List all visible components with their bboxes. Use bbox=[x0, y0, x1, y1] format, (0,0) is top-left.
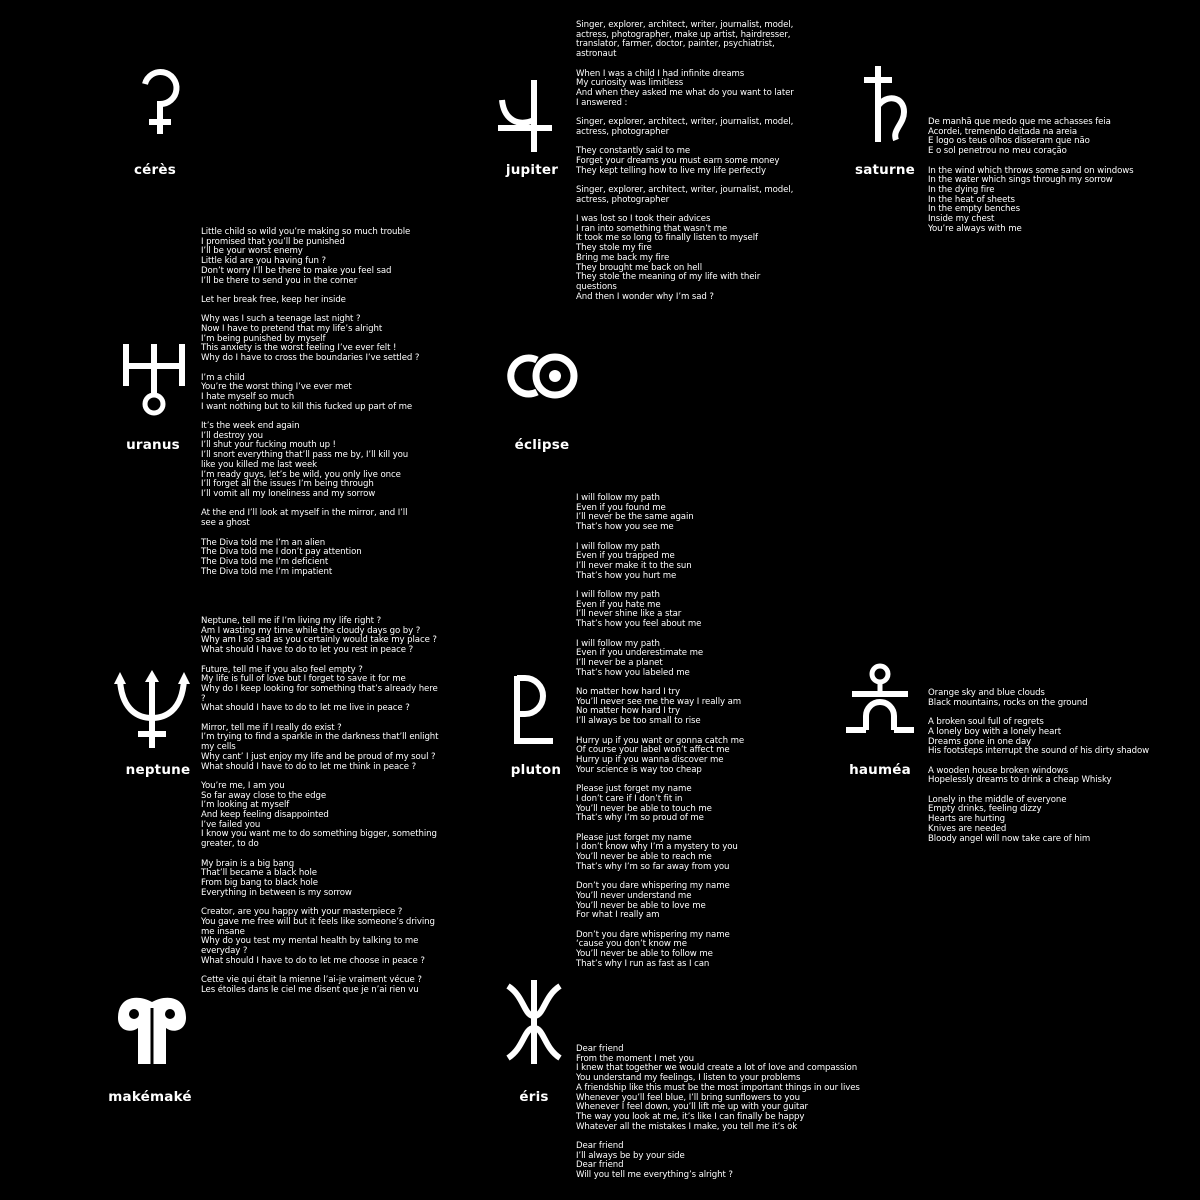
eris-symbol-icon bbox=[490, 978, 580, 1068]
uranus-lyrics: Little child so wild you’re making so much trouble I promised that you’ll be punished I’ll be your worst enemy Little kid are you having fun ? Don’t worry I’ll be there to make you feel sad I’ll be there to send you in the corner Let her break free, keep her inside Why was I such a teenage last night ? Now I have to pretend that my life’s alright I’m being punished by myself This anxiety is the worst feeling I’ve ever felt ! Why do I have to cross the boundaries I’ve settled ? I’m a child You’re the worst thing I’ve ever met I hate myself so much I want nothing but to kill this fucked up part of me It’s the week end again I’ll destroy you I’ll shut your fucking mouth up ! I’ll snort everything that’ll pass me by, I’ll kill you like you killed me last week I’m ready guys, let’s be wild, you only live once I’ll forget all the issues I’m being through I’ll vomit all my loneliness and my sorrow At the end I’ll look at myself in the mirror, and I’ll see a ghost The Diva told me I’m an alien The Diva told me I don’t pay attention The Diva told me I’m deficient The Diva told me I’m impatient bbox=[201, 227, 420, 577]
uranus-symbol-icon bbox=[112, 338, 202, 428]
ceres-label: cérès bbox=[133, 162, 176, 178]
ceres-symbol-icon bbox=[115, 60, 205, 150]
saturne-label: saturne bbox=[854, 162, 916, 178]
neptune-lyrics: Neptune, tell me if I’m living my life right ? Am I wasting my time while the cloudy days go by ? Why am I so sad as you certainly would take my place ? What should I have to do to let you rest in peace ? Future, tell me if you also feel empty ? My life is full of love but I forget to save it for me Why do I keep looking for something that’s already here ? What should I have to do to let me live in peace ? Mirror, tell me if I really do exist ? I’m trying to find a sparkle in the darkness that’ll enlight my cells Why cant’ I just enjoy my life and be proud of my soul ? What should I have to do to let me think in peace ? You’re me, I am you So far away close to the edge I’m looking at myself And keep feeling disappointed I’ve failed you I know you want me to do something bigger, something greater, to do My brain is a big bang That’ll became a black hole From big bang to black hole Everything in between is my sorrow Creator, are you happy with your masterpiece ? You gave me free will but it feels like someone’s driving me insane Why do you test my mental health by talking to me everyday ? What should I have to do to let me choose in peace ? Cette vie qui était la mienne l’ai-je vraiment vécue ? Les étoiles dans le ciel me disent que je n’ai rien vu bbox=[201, 616, 439, 995]
neptune-label: neptune bbox=[125, 762, 191, 778]
haumea-lyrics: Orange sky and blue clouds Black mountains, rocks on the ground A broken soul full of regrets A lonely boy with a lonely heart Dreams gone in one day His footsteps interrupt the sound of his dirty shadow A wooden house broken windows Hopelessly dreams to drink a cheap Whisky Lonely in the middle of everyone Empty drinks, feeling dizzy Hearts are hurting Knives are needed Bloody angel will now take care of him bbox=[928, 688, 1150, 844]
saturne-lyrics: De manhã que medo que me achasses feia Acordei, tremendo deitada na areia E logo os teus olhos disseram que não E o sol penetrou no meu coração In the wind which throws some sand on windows In the water which sings through my sorrow In the dying fire In the heat of sheets In the empty benches Inside my chest You’re always with me bbox=[928, 117, 1134, 234]
jupiter-symbol-icon bbox=[490, 72, 580, 162]
makemake-label: makémaké bbox=[108, 1089, 192, 1105]
haumea-label: hauméa bbox=[849, 762, 911, 778]
jupiter-lyrics: Singer, explorer, architect, writer, journalist, model, actress, photographer, make up artist, hairdresser, translator, farmer, doctor, painter, psychiatrist, astronaut When I was a child I had infinite dreams My curiosity was limitless And when they asked me what do you want to later I answered : Singer, explorer, architect, writer, journalist, model, actress, photographer They constantly said to me Forget your dreams you must earn some money They kept telling how to live my life perfectly Singer, explorer, architect, writer, journalist, model, actress, photographer I was lost so I took their advices I ran into something that wasn’t me It took me so long to finally listen to myself They stole my fire Bring me back my fire They brought me back on hell They stole the meaning of my life with their questions And then I wonder why I’m sad ? bbox=[576, 20, 794, 302]
pluton-label: pluton bbox=[510, 762, 562, 778]
jupiter-label: jupiter bbox=[505, 162, 559, 178]
makemake-symbol-icon bbox=[110, 988, 200, 1078]
saturn-symbol-icon bbox=[840, 62, 930, 152]
eclipse-label: éclipse bbox=[514, 437, 570, 453]
neptune-trident-icon bbox=[110, 668, 200, 758]
eris-label: éris bbox=[519, 1089, 549, 1105]
pluto-symbol-icon bbox=[495, 668, 585, 758]
pluton-lyrics: I will follow my path Even if you found me I’ll never be the same again That’s how you see me I will follow my path Even if you trapped me I’ll never make it to the sun That’s how you hurt me I will follow my path Even if you hate me I’ll never shine like a star That’s how you feel about me I will follow my path Even if you underestimate me I’ll never be a planet That’s how you labeled me No matter how hard I try You’ll never see me the way I really am No matter how hard I try I’ll always be too small to rise Hurry up if you want or gonna catch me Of course your label won’t affect me Hurry up if you wanna discover me Your science is way too cheap Please just forget my name I don’t care if I don’t fit in You’ll never be able to touch me That’s why I’m so proud of me Please just forget my name I don’t know why I’m a mystery to you You’ll never be able to reach me That’s why I’m so far away from you Don’t you dare whispering my name You’ll never understand me You’ll never be able to love me For what I really am Don’t you dare whispering my name ‘cause you don’t know me You’ll never be able to follow me That’s why I run as fast as I can bbox=[576, 493, 745, 969]
haumea-symbol-icon bbox=[838, 660, 928, 750]
eris-lyrics: Dear friend From the moment I met you I knew that together we would create a lot of love and compassion You understand my feelings, I listen to your problems A friendship like this must be the most important things in our lives Whenever you’ll feel blue, I’ll bring sunflowers to you Whenever I feel down, you’ll lift me up with your guitar The way you look at me, it’s like I can finally be happy Whatever all the mistakes I make, you tell me it’s ok Dear friend I’ll always be by your side Dear friend Will you tell me everything’s alright ? bbox=[576, 1044, 860, 1181]
eclipse-symbol-icon bbox=[495, 330, 585, 420]
uranus-label: uranus bbox=[126, 437, 180, 453]
